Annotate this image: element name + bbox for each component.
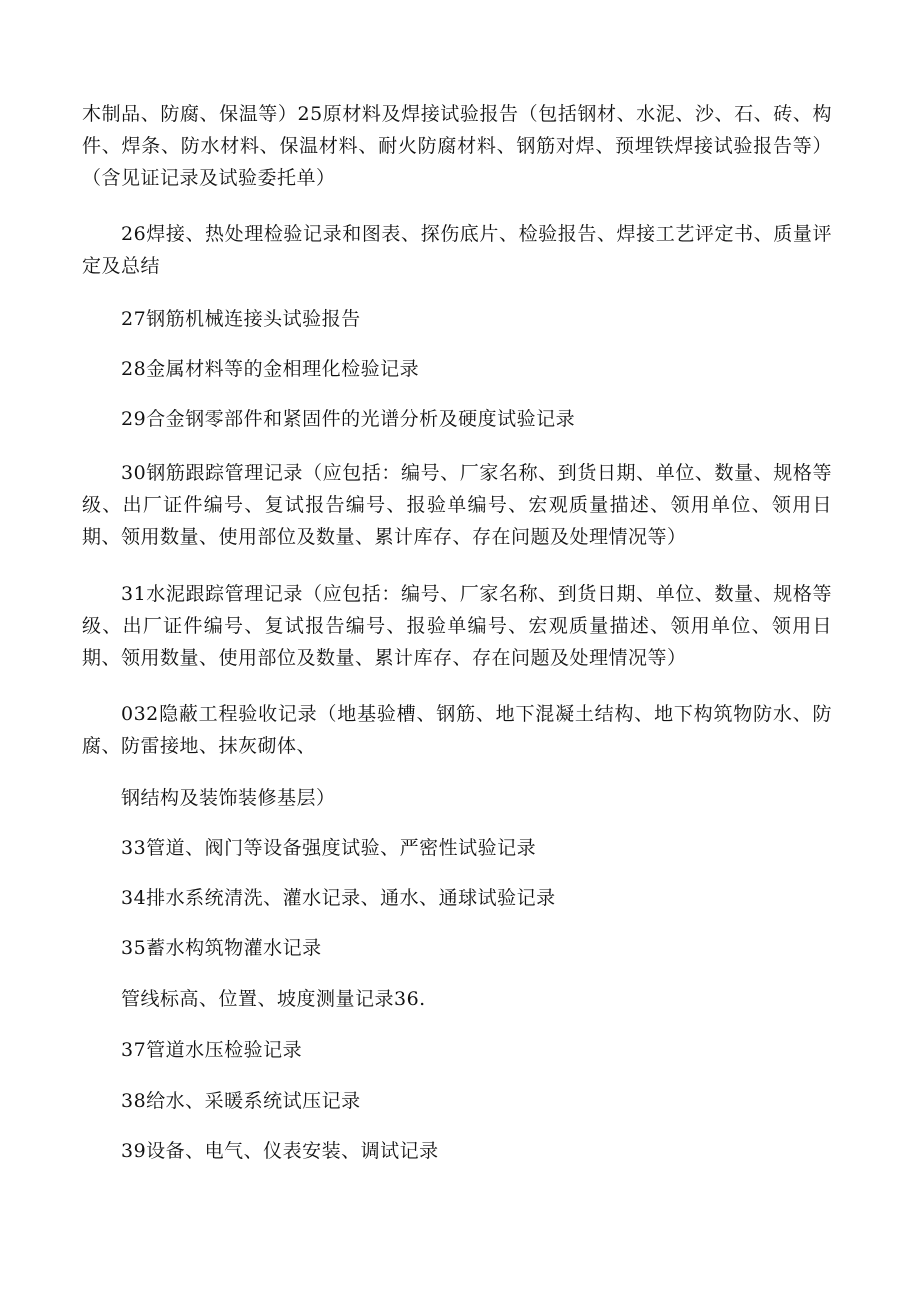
paragraph-25-raw-material-welding-tests: 木制品、防腐、保温等）25原材料及焊接试验报告（包括钢材、水泥、沙、石、砖、构件、焊条、防水材料、保温材料、耐火防腐材料、钢筋对焊、预埋铁焊接试验报告等）（含见证记录及试验委托单） <box>82 103 832 189</box>
paragraph-35-water-storage: 35蓄水构筑物灌水记录 <box>121 937 322 959</box>
paragraph-36-pipeline-elevation: 管线标高、位置、坡度测量记录36. <box>121 988 426 1010</box>
paragraph-33-pipe-valve-strength: 33管道、阀门等设备强度试验、严密性试验记录 <box>121 837 537 859</box>
paragraph-28-metal-metallographic: 28金属材料等的金相理化检验记录 <box>121 358 420 380</box>
paragraph-27-rebar-mechanical-joint: 27钢筋机械连接头试验报告 <box>121 308 361 330</box>
paragraph-31-cement-tracking: 31水泥跟踪管理记录（应包括：编号、厂家名称、到货日期、单位、数量、规格等级、出厂证件编号、复试报告编号、报验单编号、宏观质量描述、领用单位、领用日期、领用数量、使用部位及数量、累计库存、存在问题及处理情况等） <box>82 583 832 669</box>
paragraph-032-concealed-works: 032隐蔽工程验收记录（地基验槽、钢筋、地下混凝土结构、地下构筑物防水、防腐、防雷接地、抹灰砌体、 <box>82 703 832 757</box>
paragraph-26-welding-heat-treatment: 26焊接、热处理检验记录和图表、探伤底片、检验报告、焊接工艺评定书、质量评定及总结 <box>82 223 832 277</box>
paragraph-30-rebar-tracking: 30钢筋跟踪管理记录（应包括：编号、厂家名称、到货日期、单位、数量、规格等级、出厂证件编号、复试报告编号、报验单编号、宏观质量描述、领用单位、领用日期、领用数量、使用部位及数量、累计库存、存在问题及处理情况等） <box>82 462 832 548</box>
paragraph-29-alloy-spectral-hardness: 29合金钢零部件和紧固件的光谱分析及硬度试验记录 <box>121 408 576 430</box>
paragraph-37-pipe-pressure: 37管道水压检验记录 <box>121 1039 303 1061</box>
paragraph-34-drainage-cleaning: 34排水系统清洗、灌水记录、通水、通球试验记录 <box>121 887 556 909</box>
paragraph-032-continuation: 钢结构及装饰装修基层） <box>121 787 336 809</box>
paragraph-39-equipment-installation: 39设备、电气、仪表安装、调试记录 <box>121 1140 439 1162</box>
paragraph-38-water-heating-pressure: 38给水、采暖系统试压记录 <box>121 1090 361 1112</box>
